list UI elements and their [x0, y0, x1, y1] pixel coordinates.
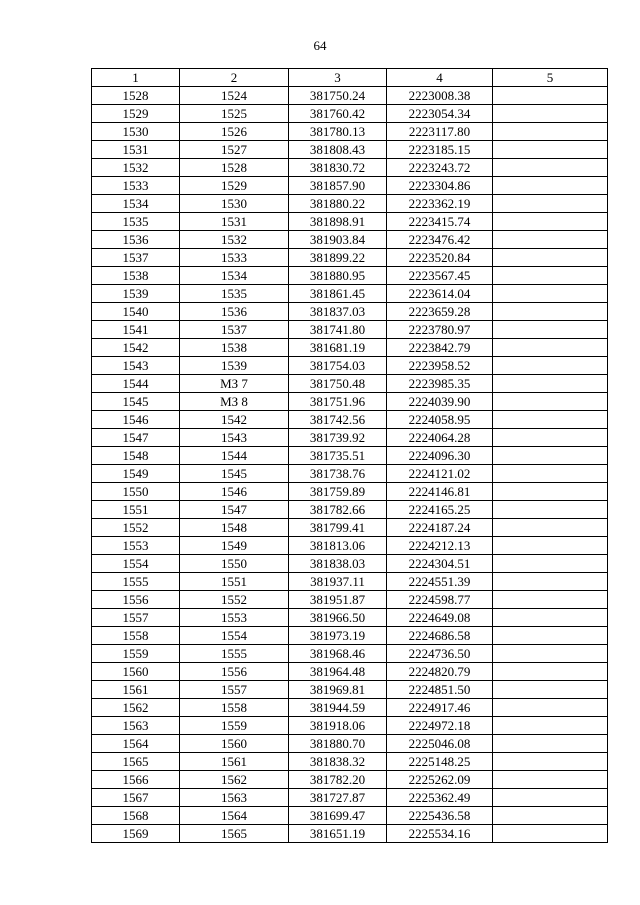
table-row — [92, 249, 608, 267]
table-cell: 381880.22 — [289, 195, 387, 213]
table-cell: 2223304.86 — [387, 177, 493, 195]
table-cell: 2224165.25 — [387, 501, 493, 519]
table-cell: 1566 — [92, 771, 180, 789]
table-row — [92, 573, 608, 591]
table-cell: 1556 — [180, 663, 289, 681]
table-cell — [493, 465, 608, 483]
header-row — [92, 69, 608, 87]
table-cell: 1563 — [180, 789, 289, 807]
table-cell: 381759.89 — [289, 483, 387, 501]
table-cell: 381782.66 — [289, 501, 387, 519]
table-cell: 381899.22 — [289, 249, 387, 267]
table-cell: 381880.70 — [289, 735, 387, 753]
header-cell-4: 4 — [387, 69, 493, 87]
table-cell: 1558 — [92, 627, 180, 645]
table-cell: 1544 — [180, 447, 289, 465]
table-cell: 1565 — [92, 753, 180, 771]
table-cell — [493, 609, 608, 627]
table-cell — [493, 519, 608, 537]
table-cell: 381838.32 — [289, 753, 387, 771]
table-row — [92, 591, 608, 609]
table-cell — [493, 105, 608, 123]
table-row — [92, 195, 608, 213]
table-cell — [493, 573, 608, 591]
table-cell: 1536 — [92, 231, 180, 249]
table-cell: 1567 — [92, 789, 180, 807]
table-cell: 2223117.80 — [387, 123, 493, 141]
table-cell: 1529 — [180, 177, 289, 195]
table-row — [92, 321, 608, 339]
table-row — [92, 429, 608, 447]
table-cell: 2223185.15 — [387, 141, 493, 159]
table-cell: 1534 — [180, 267, 289, 285]
table-cell: 2224058.95 — [387, 411, 493, 429]
table-cell: 1532 — [92, 159, 180, 177]
table-cell: 1542 — [180, 411, 289, 429]
table-cell: 2223476.42 — [387, 231, 493, 249]
table-cell: 1553 — [92, 537, 180, 555]
table-row — [92, 141, 608, 159]
table-cell: 1536 — [180, 303, 289, 321]
table-row — [92, 213, 608, 231]
table-cell: 2223958.52 — [387, 357, 493, 375]
table-cell — [493, 267, 608, 285]
table-cell: 2223985.35 — [387, 375, 493, 393]
table-cell: 2223054.34 — [387, 105, 493, 123]
table-cell: 381838.03 — [289, 555, 387, 573]
table-cell: 1529 — [92, 105, 180, 123]
page-number: 64 — [313, 38, 327, 53]
table-cell — [493, 807, 608, 825]
table-cell: 2224121.02 — [387, 465, 493, 483]
table-cell: 1543 — [180, 429, 289, 447]
table-cell — [493, 177, 608, 195]
table-cell — [493, 303, 608, 321]
table-cell: 2224212.13 — [387, 537, 493, 555]
table-cell: 2224972.18 — [387, 717, 493, 735]
table-cell — [493, 645, 608, 663]
header-cell-3: 3 — [289, 69, 387, 87]
table-cell: 1530 — [180, 195, 289, 213]
table-cell: 381861.45 — [289, 285, 387, 303]
table-row — [92, 663, 608, 681]
table-cell: 1558 — [180, 699, 289, 717]
table-cell: 2223614.04 — [387, 285, 493, 303]
table-cell: 1543 — [92, 357, 180, 375]
table-cell: 381837.03 — [289, 303, 387, 321]
table-cell: 381968.46 — [289, 645, 387, 663]
table-cell: МЗ 8 — [180, 393, 289, 411]
table-cell: 381780.13 — [289, 123, 387, 141]
table-cell: 2224917.46 — [387, 699, 493, 717]
table-cell: 2224146.81 — [387, 483, 493, 501]
table-row — [92, 285, 608, 303]
table-cell: 1528 — [92, 87, 180, 105]
table-cell: 2223243.72 — [387, 159, 493, 177]
table-cell — [493, 699, 608, 717]
table-cell: 1535 — [92, 213, 180, 231]
table-cell: 1563 — [92, 717, 180, 735]
table-cell: 1562 — [180, 771, 289, 789]
table-cell — [493, 537, 608, 555]
table-cell: 381813.06 — [289, 537, 387, 555]
table-cell: 1548 — [92, 447, 180, 465]
table-cell: 2224820.79 — [387, 663, 493, 681]
table-cell: 381742.56 — [289, 411, 387, 429]
table-cell: 2224736.50 — [387, 645, 493, 663]
table-cell: 1554 — [92, 555, 180, 573]
table-cell: 2225046.08 — [387, 735, 493, 753]
table-cell: 1569 — [92, 825, 180, 843]
table-cell: 381750.48 — [289, 375, 387, 393]
table-cell: 2225362.49 — [387, 789, 493, 807]
table-cell: 1550 — [92, 483, 180, 501]
table-cell: 1541 — [92, 321, 180, 339]
table-cell: 381741.80 — [289, 321, 387, 339]
table-cell: 381735.51 — [289, 447, 387, 465]
table-cell: 381944.59 — [289, 699, 387, 717]
table-cell: 2224598.77 — [387, 591, 493, 609]
table-cell: 1547 — [92, 429, 180, 447]
table-cell: 2223659.28 — [387, 303, 493, 321]
table-cell: 1537 — [92, 249, 180, 267]
table-cell: 1535 — [180, 285, 289, 303]
table-cell: 1533 — [180, 249, 289, 267]
table-cell: 1528 — [180, 159, 289, 177]
table-cell: 1561 — [92, 681, 180, 699]
table-cell — [493, 375, 608, 393]
table-cell: 381880.95 — [289, 267, 387, 285]
table-cell: 1533 — [92, 177, 180, 195]
table-cell: 1532 — [180, 231, 289, 249]
table-cell — [493, 285, 608, 303]
table-row — [92, 681, 608, 699]
table-cell: 381750.24 — [289, 87, 387, 105]
table-cell — [493, 789, 608, 807]
table-cell: 1568 — [92, 807, 180, 825]
table-row — [92, 627, 608, 645]
table-cell: 1565 — [180, 825, 289, 843]
table-cell — [493, 321, 608, 339]
table-cell: 1557 — [180, 681, 289, 699]
table-row — [92, 339, 608, 357]
table-row — [92, 393, 608, 411]
table-row — [92, 231, 608, 249]
table-cell: 381782.20 — [289, 771, 387, 789]
table-cell — [493, 555, 608, 573]
table-cell — [493, 357, 608, 375]
table-cell — [493, 249, 608, 267]
table-row — [92, 519, 608, 537]
table-cell: 1553 — [180, 609, 289, 627]
table-row — [92, 699, 608, 717]
table-cell: 2223008.38 — [387, 87, 493, 105]
table-cell — [493, 735, 608, 753]
table-cell — [493, 159, 608, 177]
table-body — [92, 87, 608, 843]
table-cell: 381754.03 — [289, 357, 387, 375]
table-cell: 1555 — [92, 573, 180, 591]
table-cell: 2223567.45 — [387, 267, 493, 285]
table-cell: 381830.72 — [289, 159, 387, 177]
table-cell: 2224039.90 — [387, 393, 493, 411]
table-cell: 2224187.24 — [387, 519, 493, 537]
table-cell: 2225534.16 — [387, 825, 493, 843]
table-cell — [493, 141, 608, 159]
coordinates-table — [91, 68, 608, 843]
table-cell: 2224551.39 — [387, 573, 493, 591]
table-cell: 381760.42 — [289, 105, 387, 123]
table-row — [92, 717, 608, 735]
table-cell: 1542 — [92, 339, 180, 357]
table-cell: 1555 — [180, 645, 289, 663]
table-cell: 2223780.97 — [387, 321, 493, 339]
table-cell — [493, 393, 608, 411]
table-cell — [493, 717, 608, 735]
table-row — [92, 609, 608, 627]
table-cell: 1546 — [180, 483, 289, 501]
table-cell: 2223415.74 — [387, 213, 493, 231]
table-cell: 2225148.25 — [387, 753, 493, 771]
table-cell — [493, 681, 608, 699]
table-cell — [493, 123, 608, 141]
table-cell: 1551 — [92, 501, 180, 519]
table-cell: 1544 — [92, 375, 180, 393]
table-cell: 1554 — [180, 627, 289, 645]
table-cell: 381739.92 — [289, 429, 387, 447]
table-cell: 381966.50 — [289, 609, 387, 627]
table-cell — [493, 753, 608, 771]
table-cell: 381651.19 — [289, 825, 387, 843]
table-row — [92, 87, 608, 105]
table-cell: 2225262.09 — [387, 771, 493, 789]
table-cell — [493, 231, 608, 249]
table-row — [92, 771, 608, 789]
table-row — [92, 123, 608, 141]
table-row — [92, 411, 608, 429]
table-row — [92, 501, 608, 519]
table-cell — [493, 195, 608, 213]
table-cell: 1559 — [92, 645, 180, 663]
table-cell — [493, 429, 608, 447]
table-cell: 381751.96 — [289, 393, 387, 411]
table-cell: 1545 — [92, 393, 180, 411]
table-cell: 1540 — [92, 303, 180, 321]
table-cell — [493, 213, 608, 231]
table-cell: 1550 — [180, 555, 289, 573]
table-cell: 2224649.08 — [387, 609, 493, 627]
table-cell: 1525 — [180, 105, 289, 123]
table-cell: 1527 — [180, 141, 289, 159]
table-cell — [493, 663, 608, 681]
table-cell: 1552 — [180, 591, 289, 609]
table-row — [92, 357, 608, 375]
table-cell — [493, 627, 608, 645]
table-row — [92, 177, 608, 195]
table-cell — [493, 591, 608, 609]
table-cell: 381808.43 — [289, 141, 387, 159]
table-cell: 1538 — [180, 339, 289, 357]
table-cell: 381857.90 — [289, 177, 387, 195]
table-row — [92, 537, 608, 555]
table-cell: 381699.47 — [289, 807, 387, 825]
table-cell: 1562 — [92, 699, 180, 717]
table-cell: 2223842.79 — [387, 339, 493, 357]
table-cell: 1564 — [180, 807, 289, 825]
table-cell: 381973.19 — [289, 627, 387, 645]
table-cell: 2224064.28 — [387, 429, 493, 447]
table-cell: 1561 — [180, 753, 289, 771]
table-row — [92, 825, 608, 843]
table-cell: 2223520.84 — [387, 249, 493, 267]
table-cell: 1530 — [92, 123, 180, 141]
table-cell: 1551 — [180, 573, 289, 591]
table-cell: 1539 — [92, 285, 180, 303]
table-cell: 1556 — [92, 591, 180, 609]
table-cell — [493, 483, 608, 501]
table-row — [92, 159, 608, 177]
table-cell: 1531 — [92, 141, 180, 159]
table-cell — [493, 825, 608, 843]
table-row — [92, 447, 608, 465]
table-cell: 2224304.51 — [387, 555, 493, 573]
table-cell: 2225436.58 — [387, 807, 493, 825]
table-cell — [493, 411, 608, 429]
table-cell: 2224851.50 — [387, 681, 493, 699]
table-cell: 1545 — [180, 465, 289, 483]
table-cell: 1549 — [180, 537, 289, 555]
table-cell: 1549 — [92, 465, 180, 483]
table-cell: 1537 — [180, 321, 289, 339]
table-cell: 1548 — [180, 519, 289, 537]
table-row — [92, 789, 608, 807]
table-cell: 1560 — [180, 735, 289, 753]
table-row — [92, 807, 608, 825]
table-cell: 2224686.58 — [387, 627, 493, 645]
table-cell: 1546 — [92, 411, 180, 429]
table-row — [92, 465, 608, 483]
table-cell: 1538 — [92, 267, 180, 285]
table-cell — [493, 447, 608, 465]
table-cell: 381738.76 — [289, 465, 387, 483]
table-cell: 381799.41 — [289, 519, 387, 537]
table-cell: 1552 — [92, 519, 180, 537]
table-cell: 1531 — [180, 213, 289, 231]
table-cell: 381951.87 — [289, 591, 387, 609]
table-cell: 381898.91 — [289, 213, 387, 231]
table-cell: 1539 — [180, 357, 289, 375]
table-row — [92, 375, 608, 393]
table-row — [92, 105, 608, 123]
header-cell-5: 5 — [493, 69, 608, 87]
table-cell: 381727.87 — [289, 789, 387, 807]
table-cell: 1557 — [92, 609, 180, 627]
table-cell: 1547 — [180, 501, 289, 519]
table-cell: 1524 — [180, 87, 289, 105]
table-row — [92, 735, 608, 753]
table-row — [92, 483, 608, 501]
table-cell: 381964.48 — [289, 663, 387, 681]
table-cell: 2223362.19 — [387, 195, 493, 213]
table-cell: 2224096.30 — [387, 447, 493, 465]
table-cell: 381903.84 — [289, 231, 387, 249]
header-cell-2: 2 — [180, 69, 289, 87]
table-cell: 1560 — [92, 663, 180, 681]
table-cell — [493, 87, 608, 105]
table-row — [92, 753, 608, 771]
table-cell: 381937.11 — [289, 573, 387, 591]
table-row — [92, 303, 608, 321]
table-cell: МЗ 7 — [180, 375, 289, 393]
table-cell: 1564 — [92, 735, 180, 753]
table-cell — [493, 501, 608, 519]
table-cell: 381969.81 — [289, 681, 387, 699]
table-cell — [493, 771, 608, 789]
table-row — [92, 555, 608, 573]
table-cell — [493, 339, 608, 357]
header-cell-1: 1 — [92, 69, 180, 87]
table-cell: 1559 — [180, 717, 289, 735]
table-cell: 381918.06 — [289, 717, 387, 735]
table-cell: 1526 — [180, 123, 289, 141]
table-cell: 381681.19 — [289, 339, 387, 357]
table-row — [92, 267, 608, 285]
table-cell: 1534 — [92, 195, 180, 213]
table-row — [92, 645, 608, 663]
